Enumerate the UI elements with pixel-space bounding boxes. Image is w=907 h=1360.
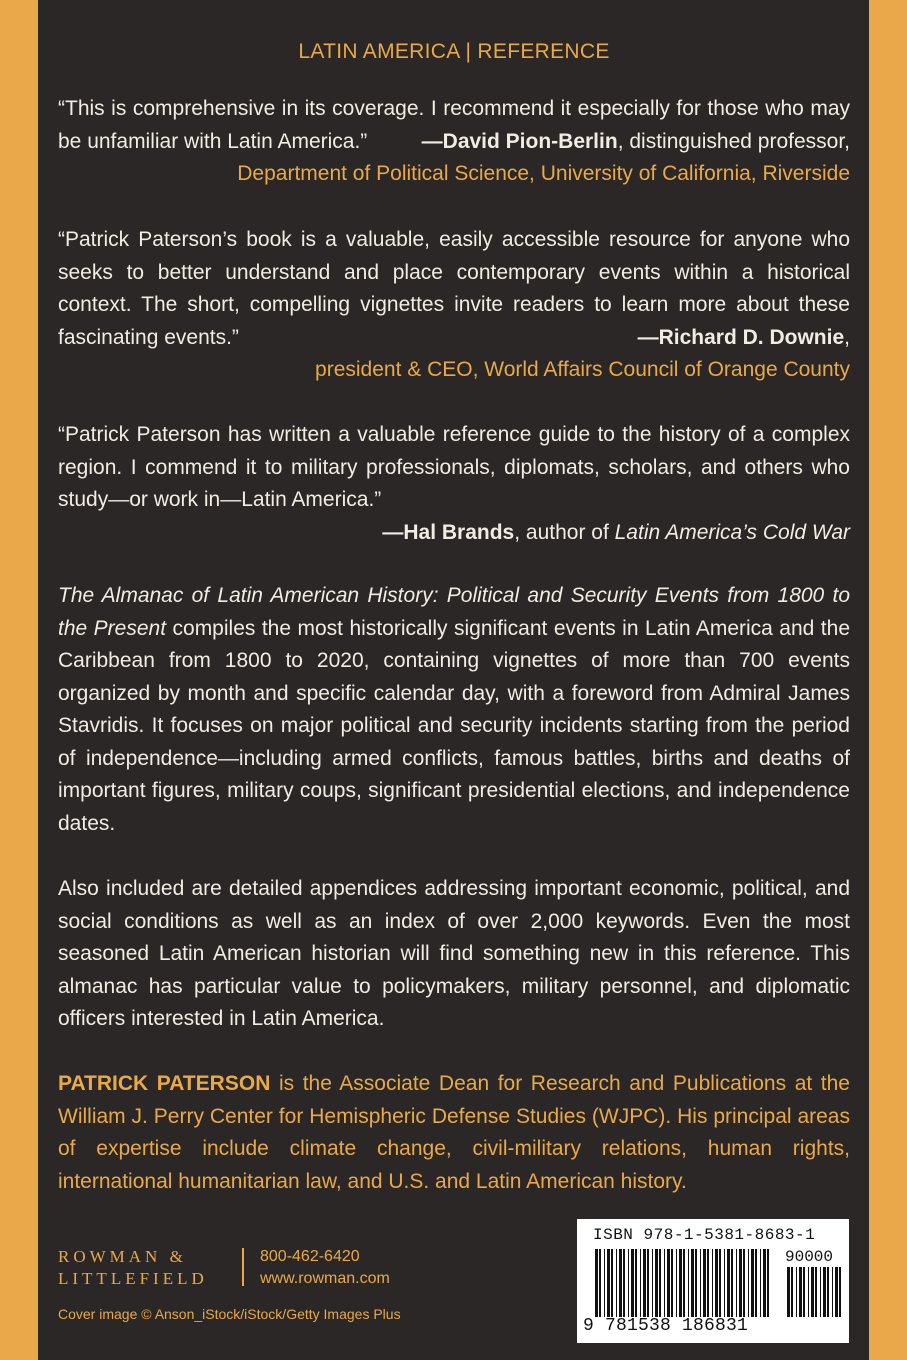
barcode-digits: 9 781538 186831 xyxy=(583,1316,749,1336)
isbn-barcode xyxy=(577,1219,849,1343)
publisher-divider xyxy=(242,1248,244,1286)
quote-text: “Patrick Paterson has written a valuable reference guide to the history of a complex region. I commend it to military professionals, diplomats, scholars, and others who study—or work in—Latin America.” xyxy=(58,423,850,511)
blurb-quote-3 xyxy=(58,419,850,549)
barcode-price-code: 90000 xyxy=(785,1248,834,1266)
publisher-block xyxy=(58,1246,478,1290)
author-bio-text: is the Associate Dean for Research and Publications at the William J. Perry Center for Hemispheric Defense Studies (WJPC). His principal areas of expertise include climate change, civil-military relations, human rights, international humanitarian law, and U.S. and Latin American history. xyxy=(58,1072,850,1193)
quote-author-role: , xyxy=(844,325,850,349)
book-description xyxy=(58,580,850,840)
right-gold-border xyxy=(869,0,907,1360)
description-text: compiles the most historically significant events in Latin America and the Caribbean from 1800 to 2020, containing vignettes of more than 700 events organized by month and specific calendar day, with a foreword from Admiral James Stavridis. It focuses on major political and security incidents starting from the period of independence—including armed conflicts, famous battles, births and deaths of important figures, military coups, significant presidential elections, and independence dates. xyxy=(58,616,851,835)
quote-author-affiliation: Department of Political Science, University of California, Riverside xyxy=(237,162,850,185)
quote-text: “This is comprehensive in its coverage. I recommend it especially for those who may be unfamiliar with Latin America.” xyxy=(58,97,850,153)
quote-author-book-title: Latin America’s Cold War xyxy=(614,520,850,544)
publisher-name-line1: ROWMAN & xyxy=(58,1247,187,1266)
book-description-continued: Also included are detailed appendices addressing important economic, political, and social conditions as well as an index of over 2,000 keywords. Even the most seasoned Latin American historian will find something new in this reference. This almanac has particular value to policymakers, military personnel, and diplomatic officers interested in Latin America. xyxy=(58,877,850,1030)
quote-author-affiliation: president & CEO, World Affairs Council of Orange County xyxy=(315,358,850,381)
publisher-logo xyxy=(58,1246,236,1290)
quote-author: —David Pion-Berlin xyxy=(421,129,618,153)
category-label: LATIN AMERICA | REFERENCE xyxy=(298,40,610,63)
quote-text: “Patrick Paterson’s book is a valuable, easily accessible resource for anyone who seeks to better understand and place contemporary events within a historical context. The short, compelling vignettes invite readers to learn more about these fascinating events.” xyxy=(58,228,850,349)
isbn-number: ISBN 978-1-5381-8683-1 xyxy=(593,1226,816,1244)
publisher-contact xyxy=(260,1246,390,1290)
author-bio xyxy=(58,1068,850,1198)
barcode-bars xyxy=(595,1249,775,1317)
book-title: The Almanac of Latin American History: Political and Security Events from 1800 to the Present xyxy=(58,584,850,640)
barcode-addon-bars xyxy=(787,1267,843,1317)
publisher-website: www.rowman.com xyxy=(260,1270,390,1287)
quote-author-role: , distinguished professor, xyxy=(617,129,850,153)
quote-author-role: , author of xyxy=(514,520,615,544)
author-name: PATRICK PATERSON xyxy=(58,1072,271,1095)
cover-image-credit: Cover image © Anson_iStock/iStock/Getty Images Plus xyxy=(58,1306,401,1322)
quote-author: —Richard D. Downie xyxy=(637,325,845,349)
quote-author: —Hal Brands xyxy=(382,520,515,544)
blurb-quote-2 xyxy=(58,224,850,387)
publisher-phone: 800-462-6420 xyxy=(260,1248,360,1265)
left-gold-border xyxy=(0,0,38,1360)
publisher-name-line2: LITTLEFIELD xyxy=(58,1269,208,1288)
blurb-quote-1 xyxy=(58,93,850,191)
